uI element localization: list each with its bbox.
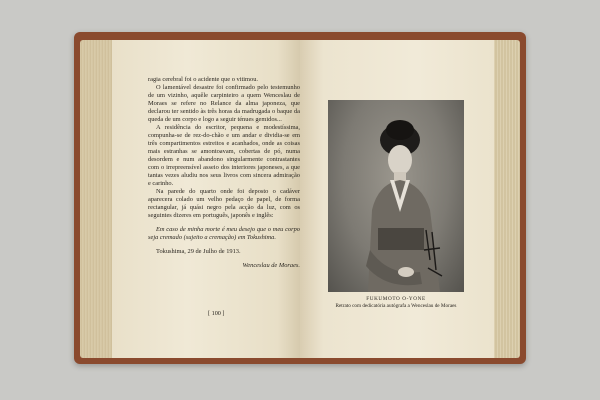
page-edges-right [494, 40, 520, 358]
caption-title: FUKUMOTO O-YONE [366, 296, 426, 302]
photo-caption [322, 296, 470, 310]
portrait-photograph-icon [328, 100, 464, 292]
page-number: [ 100 ] [208, 310, 225, 317]
paragraph: ragia cerebral foi o acidente que o vitimou. [148, 76, 259, 83]
quoted-note: Em caso de minha morte é meu desejo que o meu corpo seja cremado (sujeito a cremação) em Tokushima. [148, 226, 300, 241]
paragraph: Na parede do quarto onde foi deposto o cadáver aparecera colado um velho pedaço de papel, de forma rectangular, já quási negro pela acção da luz, com os seguintes dizeres em português, japonês e inglês: [148, 188, 300, 219]
left-page [112, 40, 300, 358]
caption-text: Retrato com dedicatória autógrafa a Wenceslau de Moraes [335, 303, 457, 310]
page-edges-left [80, 40, 112, 358]
paragraph: A residência do escritor, pequena e modestíssima, compunha-se de rez-do-chão e um andar e dividia-se em três compartimentos estreitos e acanhados, onde as coisas mais estranhas se amontoavam, cobertas de pó, numa desordem e num abandono singularmente contrastantes com o irrepreensível asseio dos interiores japoneses, a que tantas vezes aludiu nos seus livros com sincera admiração e carinho. [148, 124, 300, 187]
signature: Wenceslau de Moraes. [242, 262, 300, 269]
place-date: Tokushima, 29 de Julho de 1913. [156, 248, 241, 255]
paragraph: O lamentável desastre foi confirmado pelo testemunho de um vizinho, aquêle carpinteiro a quem Wenceslau de Moraes se refere no Relance da alma japoneza, que declarou ter sentido às três horas da madrugada o baque da queda de um corpo e logo a seguir ténues gemidos... [148, 84, 300, 123]
body-text [148, 76, 300, 270]
